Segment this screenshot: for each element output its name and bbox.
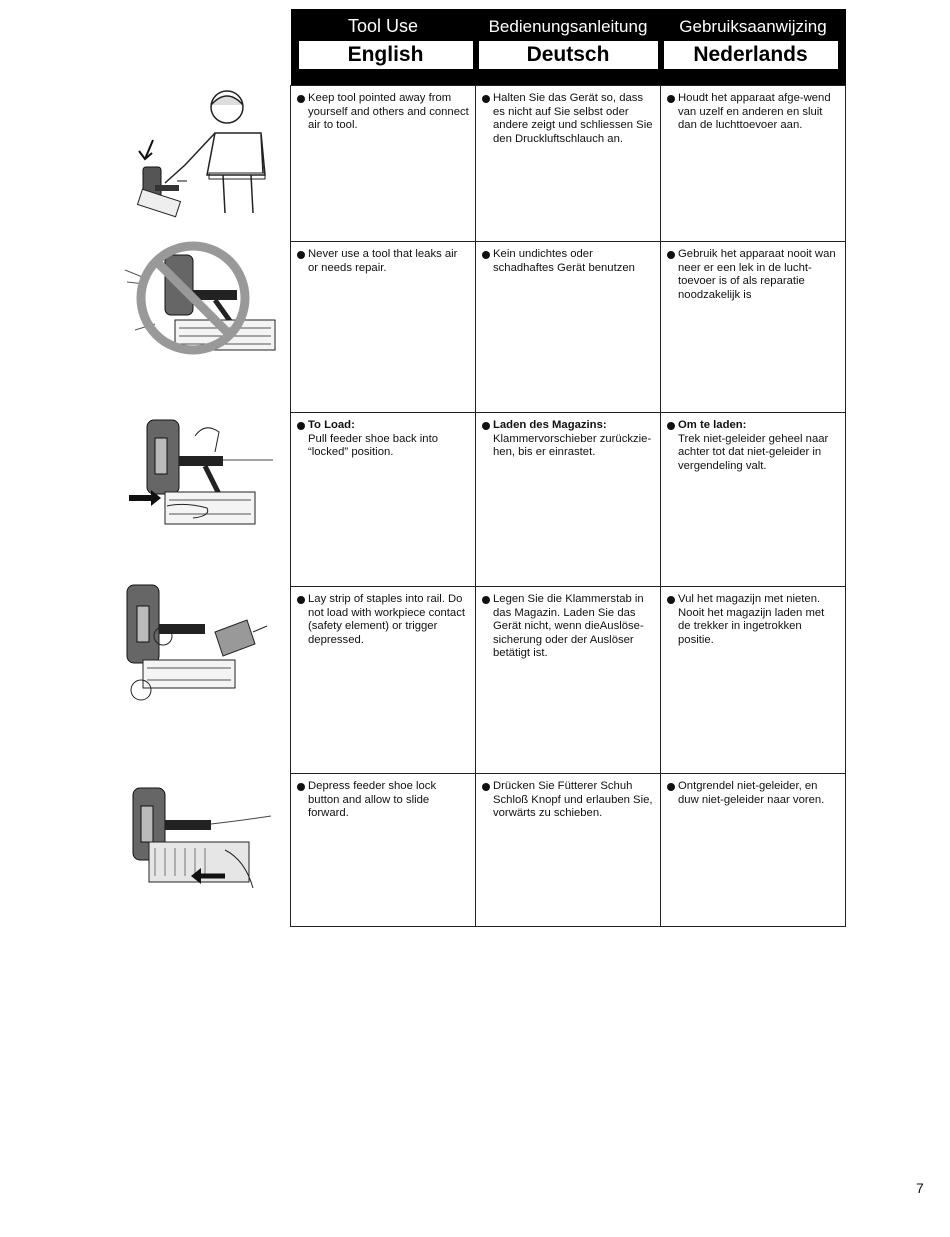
instruction-heading: Laden des Magazins:	[493, 419, 607, 431]
header-title-en: Tool Use	[291, 9, 476, 39]
bullet-icon	[482, 95, 490, 103]
instruction-nl: Houdt het apparaat afge-wend van uzelf en anderen en sluit dan de luchttoevoer aan.	[667, 92, 839, 133]
instruction-en: Lay strip of staples into rail. Do not load with workpiece contact (safety element) or trigger depressed.	[297, 593, 469, 647]
bullet-icon	[482, 783, 490, 791]
instruction-de: Halten Sie das Gerät so, dass es nicht auf Sie selbst oder andere zeigt und schliessen Sie den Druckluftschlauch an.	[482, 92, 654, 146]
instruction-de: Laden des Magazins: Klammervorschieber zurückzie-hen, bis er einrastet.	[482, 419, 654, 460]
instruction-row	[291, 587, 846, 774]
bullet-icon	[482, 251, 490, 259]
illustration-insert-staples	[115, 580, 285, 705]
instruction-nl: Ontgrendel niet-geleider, en duw niet-geleider naar voren.	[667, 780, 839, 807]
instruction-heading: To Load:	[308, 419, 355, 431]
illustration-connect-air	[115, 85, 285, 225]
bullet-icon	[482, 596, 490, 604]
instruction-nl: Om te laden: Trek niet-geleider geheel naar achter tot dat niet-geleider in vergendeling valt.	[667, 419, 839, 473]
illustration-load-feeder	[115, 412, 285, 537]
instruction-heading: Om te laden:	[678, 419, 747, 431]
bullet-icon	[667, 422, 675, 430]
illustration-release-feeder	[115, 780, 285, 900]
bullet-icon	[297, 251, 305, 259]
instruction-de: Drücken Sie Fütterer Schuh Schloß Knopf und erlauben Sie, vorwärts zu schieben.	[482, 780, 654, 821]
instruction-nl: Gebruik het apparaat nooit wan neer er een lek in de lucht-toevoer is of als reparatie noodzakelijk is	[667, 248, 839, 302]
bullet-icon	[297, 95, 305, 103]
bullet-icon	[297, 596, 305, 604]
instruction-en: Depress feeder shoe lock button and allow to slide forward.	[297, 780, 469, 821]
instruction-row	[291, 774, 846, 927]
language-deutsch: Deutsch	[479, 41, 658, 69]
bullet-icon	[297, 783, 305, 791]
page-number: 7	[916, 1180, 924, 1196]
bullet-icon	[667, 95, 675, 103]
bullet-icon	[667, 251, 675, 259]
bullet-icon	[297, 422, 305, 430]
instruction-row	[291, 86, 846, 242]
language-nederlands: Nederlands	[664, 41, 838, 69]
language-english: English	[299, 41, 473, 69]
illustration-no-leaking-tool	[115, 240, 285, 370]
instruction-row	[291, 413, 846, 587]
header-title-nl: Gebruiksaanwijzing	[661, 9, 846, 39]
instructions-table	[290, 9, 846, 927]
bullet-icon	[667, 596, 675, 604]
header-title-de: Bedienungsanleitung	[476, 9, 661, 39]
instruction-de: Kein undichtes oder schadhaftes Gerät benutzen	[482, 248, 654, 275]
bullet-icon	[482, 422, 490, 430]
instruction-en: To Load: Pull feeder shoe back into “locked” position.	[297, 419, 469, 460]
instruction-row	[291, 242, 846, 413]
bullet-icon	[667, 783, 675, 791]
header-title-row	[291, 9, 846, 39]
instruction-en: Never use a tool that leaks air or needs repair.	[297, 248, 469, 275]
header-language-row	[291, 39, 846, 86]
instruction-nl: Vul het magazijn met nieten. Nooit het magazijn laden met de trekker in ingetrokken positie.	[667, 593, 839, 647]
instruction-en: Keep tool pointed away from yourself and others and connect air to tool.	[297, 92, 469, 133]
instruction-de: Legen Sie die Klammerstab in das Magazin. Laden Sie das Gerät nicht, wenn dieAuslöse-sicherung oder der Auslöser betätigt ist.	[482, 593, 654, 661]
